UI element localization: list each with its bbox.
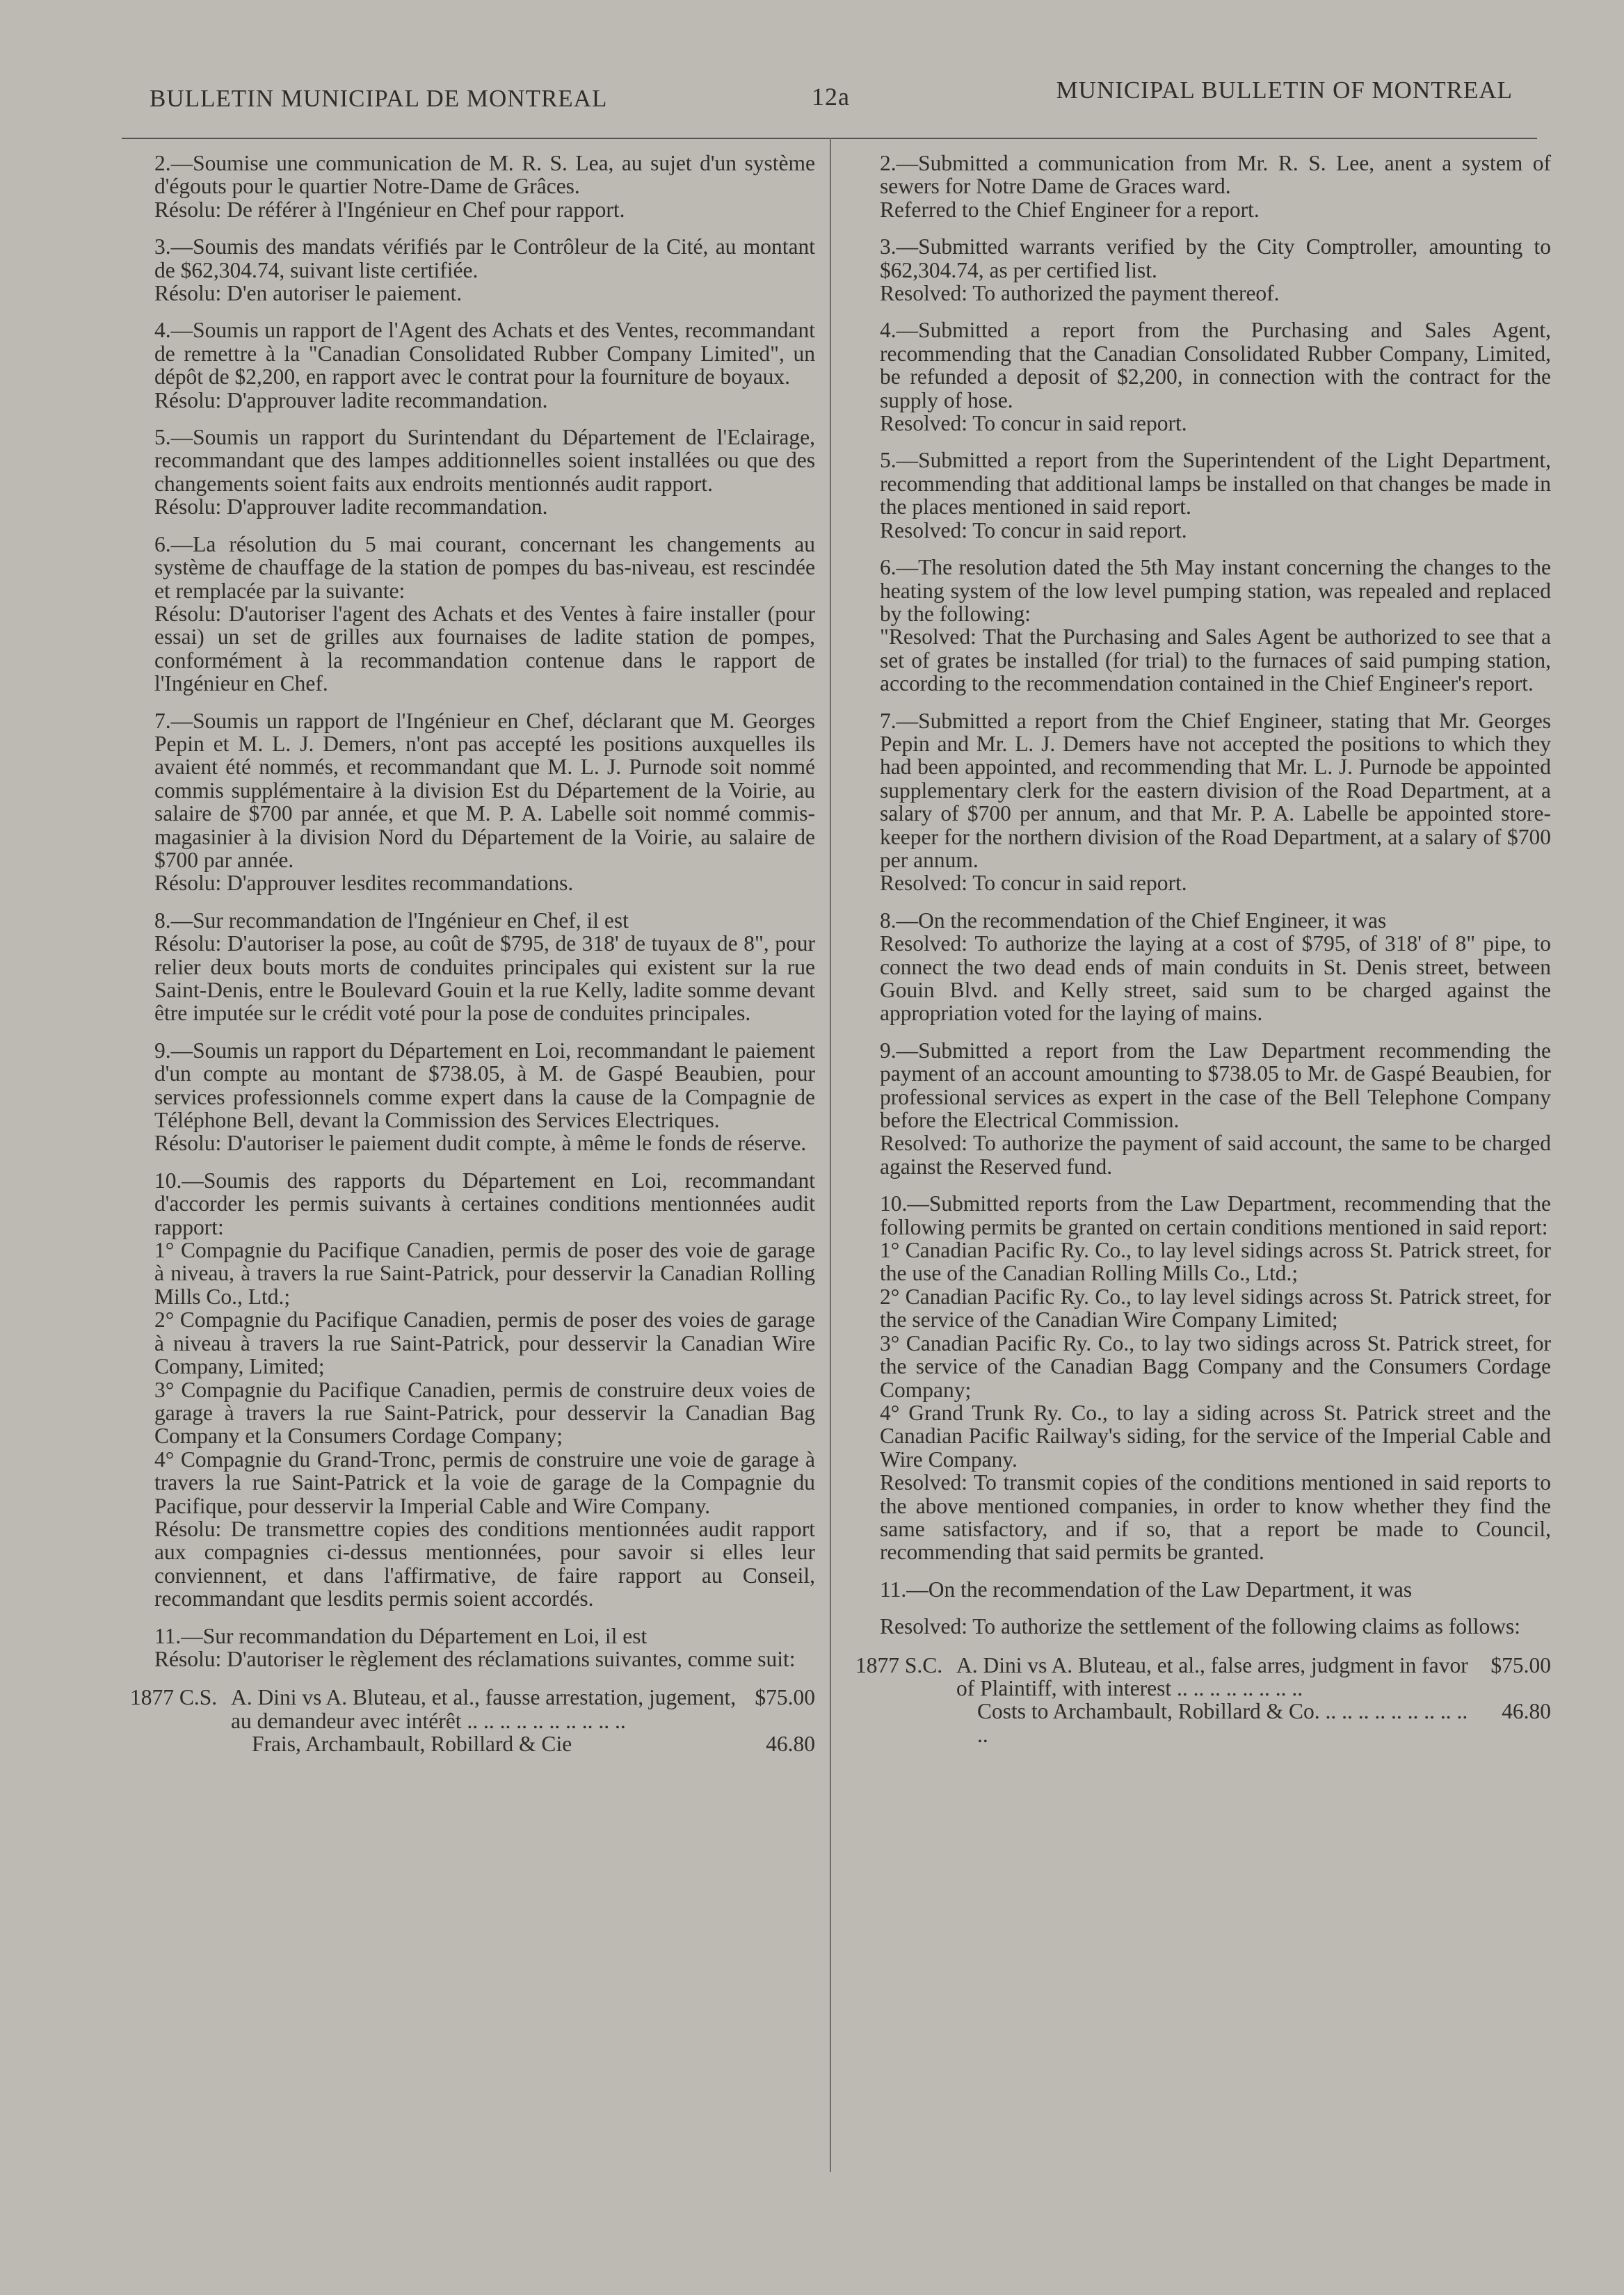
page-header xyxy=(150,70,1513,111)
header-english-title: MUNICIPAL BULLETIN OF MONTREAL xyxy=(1056,76,1513,104)
paragraph: Résolu: D'approuver ladite recommandation. xyxy=(154,387,548,412)
paragraph: Resolved: To authorize the payment of said account, the same to be charged against the Reserved fund. xyxy=(880,1131,1551,1179)
claim-entry xyxy=(130,1686,815,1755)
paragraph: Résolu: D'approuver ladite recommandation. xyxy=(154,494,548,520)
paragraph: 5.—Soumis un rapport du Surintendant du Département de l'Eclairage, recommandant que des lampes additionnelles soient installées ou que des changements soient faits aux endroits mentionnés audit rapport. xyxy=(154,425,815,496)
claim-description: A. Dini vs A. Bluteau, et al., false arres, judgment in favor of Plaintiff, with interest .. .. .. .. .. .. .. .. xyxy=(956,1652,1468,1700)
paragraph: 3.—Soumis des mandats vérifiés par le Contrôleur de la Cité, au montant de $62,304.74, suivant liste certifiée. xyxy=(154,234,815,282)
paragraph: Résolu: D'en autoriser le paiement. xyxy=(154,281,463,306)
paragraph: 11.—Sur recommandation du Département en Loi, il est xyxy=(154,1623,648,1648)
claim-description: A. Dini vs A. Bluteau, et al., fausse arrestation, jugement, au demandeur avec intérêt .. .. .. .. .. .. .. .. .. .. xyxy=(231,1685,737,1733)
paragraph: Resolved: To authorize the laying at a cost of $795, of 318' of 8" pipe, to connect the two dead ends of main conduits in St. Denis street, between Gouin Blvd. and Kelly street, said sum to be charged against the appropriation voted for the laying of mains. xyxy=(880,931,1551,1026)
paragraph: 2° Canadian Pacific Ry. Co., to lay level sidings across St. Patrick street, for the service of the Canadian Wire Company Limited; xyxy=(880,1284,1551,1332)
paragraph: Resolved: To concur in said report. xyxy=(880,411,1187,436)
paragraph: 8.—On the recommendation of the Chief Engineer, it was xyxy=(880,908,1387,933)
paragraph: Resolved: To authorize the settlement of the following claims as follows: xyxy=(880,1614,1521,1639)
paragraph: 10.—Soumis des rapports du Département en Loi, recommandant d'accorder les permis suivants à certaines conditions mentionnées audit rapport: xyxy=(154,1168,815,1239)
paragraph: 7.—Submitted a report from the Chief Engineer, stating that Mr. Georges Pepin and Mr. L. J. Demers have not accepted the positions to which they had been appointed, and recommending that Mr. L. J. Purnode be appointed supplementary clerk for the eastern division of the Road Department, at a salary of $700 per annum, and that Mr. P. A. Labelle be appointed store-keeper for the northern division of the Road Department, at a salary of $700 per annum. xyxy=(880,708,1551,872)
paragraph: Resolved: To transmit copies of the conditions mentioned in said reports to the above mentioned companies, in order to know whether they find the same satisfactory, and if so, that a report be made to Council, recommending that said permits be granted. xyxy=(880,1470,1551,1565)
paragraph: Resolved: To authorized the payment thereof. xyxy=(880,281,1280,306)
paragraph: 10.—Submitted reports from the Law Department, recommending that the following permits be granted on certain conditions mentioned in said report: xyxy=(880,1191,1551,1239)
paragraph: 6.—The resolution dated the 5th May instant concerning the changes to the heating system of the low level pumping station, was repealed and replaced by the following: xyxy=(880,555,1551,626)
paragraph: Résolu: D'approuver lesdites recommandations. xyxy=(154,871,574,896)
paragraph: Resolved: To concur in said report. xyxy=(880,517,1187,542)
paragraph: "Resolved: That the Purchasing and Sales Agent be authorized to see that a set of grates be installed (for trial) to the furnaces of said pumping station, according to the recommendation contained in the Chief Engineer's report. xyxy=(880,625,1551,696)
paragraph: Referred to the Chief Engineer for a report. xyxy=(880,197,1260,222)
paragraph: 4.—Soumis un rapport de l'Agent des Achats et des Ventes, recommandant de remettre à la "Canadian Consolidated Rubber Company Limited", un dépôt de $2,200, en rapport avec le contrat pour la fourniture de boyaux. xyxy=(154,318,815,389)
paragraph: 1° Canadian Pacific Ry. Co., to lay level sidings across St. Patrick street, for the use of the Canadian Rolling Mills Co., Ltd.; xyxy=(880,1238,1551,1286)
claim-entry xyxy=(855,1654,1551,1747)
paragraph: 7.—Soumis un rapport de l'Ingénieur en Chef, déclarant que M. Georges Pepin et M. L. J. Demers, n'ont pas accepté les positions auxquelles ils avaient été nommés, et recommandant que M. L. J. Purnode soit nommé commis supplémentaire à la division Est du Département de la Voirie, au salaire de $700 par année, et que M. P. A. Labelle soit nommé commis-magasinier à la division Nord du Département de la Voirie, au salaire de $700 par année. xyxy=(154,708,815,872)
paragraph: 2.—Submitted a communication from Mr. R. S. Lee, anent a system of sewers for Notre Dame de Graces ward. xyxy=(880,151,1551,199)
page-number: 12a xyxy=(812,83,850,111)
paragraph: 3° Compagnie du Pacifique Canadien, permis de construire deux voies de garage à travers la rue Saint-Patrick, pour desservir la Canadian Bag Company et la Consumers Cordage Company; xyxy=(154,1377,815,1449)
claim-amount: $75.00 xyxy=(755,1685,815,1710)
column-divider xyxy=(830,138,831,2172)
claim-costs: Frais, Archambault, Robillard & Cie xyxy=(252,1732,572,1757)
paragraph: Résolu: D'autoriser l'agent des Achats et des Ventes à faire installer (pour essai) un set de grilles aux fournaises de ladite station de pompes, conformément à la recommandation contenue dans le rapport de l'Ingénieur en Chef. xyxy=(154,601,815,696)
claim-number: 1877 S.C. xyxy=(855,1652,943,1677)
paragraph: 2° Compagnie du Pacifique Canadien, permis de poser des voies de garage à niveau à travers la rue Saint-Patrick, pour desservir la Canadian Wire Company, Limited; xyxy=(154,1307,815,1379)
header-french-title: BULLETIN MUNICIPAL DE MONTREAL xyxy=(150,85,608,112)
claim-number: 1877 C.S. xyxy=(130,1685,218,1710)
paragraph: 1° Compagnie du Pacifique Canadien, permis de poser des voie de garage à niveau, à travers la rue Saint-Patrick, pour desservir la Canadian Rolling Mills Co., Ltd.; xyxy=(154,1238,815,1309)
french-column xyxy=(130,152,815,1756)
claim-costs: Costs to Archambault, Robillard & Co. .. .. .. .. .. .. .. .. .. .. xyxy=(977,1699,1468,1747)
paragraph: 9.—Submitted a report from the Law Department recommending the payment of an account amounting to $738.05 to Mr. de Gaspé Beaubien, for professional services as expert in the case of the Bell Telephone Company before the Electrical Commission. xyxy=(880,1038,1551,1133)
paragraph: 9.—Soumis un rapport du Département en Loi, recommandant le paiement d'un compte au montant de $738.05, à M. de Gaspé Beaubien, pour services professionnels comme expert dans la cause de la Compagnie de Téléphone Bell, devant la Commission des Services Electriques. xyxy=(154,1038,815,1133)
claim-amount: $75.00 xyxy=(1490,1652,1551,1677)
claim-costs-amount: 46.80 xyxy=(1502,1699,1551,1724)
paragraph: 4.—Submitted a report from the Purchasing and Sales Agent, recommending that the Canadian Consolidated Rubber Company, Limited, be refunded a deposit of $2,200, in connection with the contract for the supply of hose. xyxy=(880,318,1551,412)
paragraph: Résolu: De référer à l'Ingénieur en Chef pour rapport. xyxy=(154,197,625,222)
paragraph: 8.—Sur recommandation de l'Ingénieur en Chef, il est xyxy=(154,908,629,933)
paragraph: 2.—Soumise une communication de M. R. S. Lea, au sujet d'un système d'égouts pour le quartier Notre-Dame de Grâces. xyxy=(154,151,815,199)
english-column xyxy=(855,152,1551,1746)
paragraph: Resolved: To concur in said report. xyxy=(880,871,1187,896)
claim-costs-amount: 46.80 xyxy=(766,1732,815,1757)
paragraph: 3° Canadian Pacific Ry. Co., to lay two sidings across St. Patrick street, for the service of the Canadian Bagg Company and the Consumers Cordage Company; xyxy=(880,1330,1551,1402)
paragraph: Résolu: D'autoriser le paiement dudit compte, à même le fonds de réserve. xyxy=(154,1131,807,1156)
paragraph: 5.—Submitted a report from the Superintendent of the Light Department, recommending that additional lamps be installed on that changes be made in the places mentioned in said report. xyxy=(880,448,1551,520)
paragraph: 4° Grand Trunk Ry. Co., to lay a siding across St. Patrick street and the Canadian Pacific Railway's siding, for the service of the Imperial Cable and Wire Company. xyxy=(880,1400,1551,1472)
paragraph: 4° Compagnie du Grand-Tronc, permis de construire une voie de garage à travers la rue Saint-Patrick et la voie de garage de la Compagnie du Pacifique, pour desservir la Imperial Cable and Wire Company. xyxy=(154,1447,815,1518)
paragraph: 11.—On the recommendation of the Law Department, it was xyxy=(880,1577,1413,1602)
paragraph: Résolu: De transmettre copies des conditions mentionnées audit rapport aux compagnies ci-dessus mentionnées, pour savoir si elles leur conviennent, et dans l'affirmative, de faire rapport au Conseil, recommandant que lesdits permis soient accordés. xyxy=(154,1516,815,1611)
paragraph: Résolu: D'autoriser la pose, au coût de $795, de 318' de tuyaux de 8", pour relier deux bouts morts de conduites principales qui existent sur la rue Saint-Denis, entre le Boulevard Gouin et la rue Kelly, ladite somme devant être imputée sur le crédit voté pour la pose de conduites principales. xyxy=(154,931,815,1026)
paragraph: 6.—La résolution du 5 mai courant, concernant les changements au système de chauffage de la station de pompes du bas-niveau, est rescindée et remplacée par la suivante: xyxy=(154,531,815,603)
paragraph: Résolu: D'autoriser le règlement des réclamations suivantes, comme suit: xyxy=(154,1646,796,1671)
paragraph: 3.—Submitted warrants verified by the City Comptroller, amounting to $62,304.74, as per certified list. xyxy=(880,234,1551,282)
